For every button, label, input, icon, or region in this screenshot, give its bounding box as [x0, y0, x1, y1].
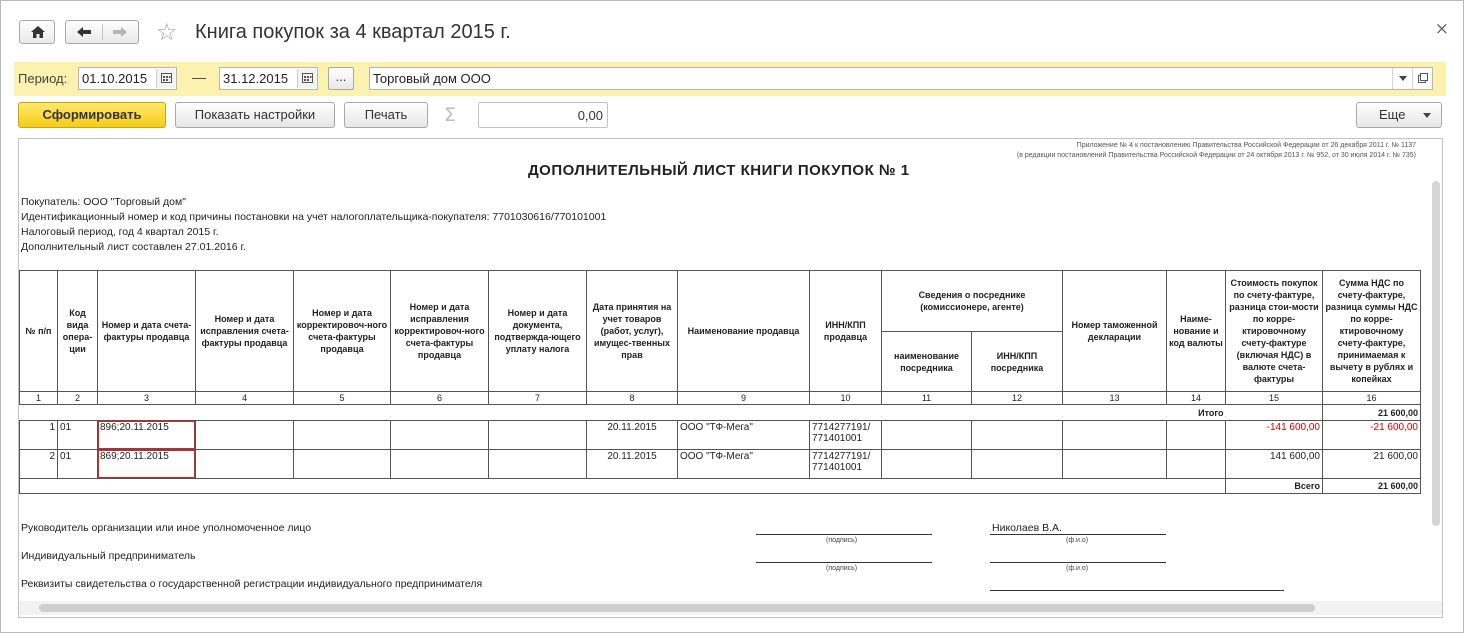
- column-number: 15: [1226, 392, 1323, 405]
- empty-cell: [196, 421, 294, 450]
- period-label: Период:: [18, 71, 68, 86]
- column-number: 4: [196, 392, 294, 405]
- empty-cell: [1063, 450, 1167, 479]
- period-to-field[interactable]: [219, 67, 318, 90]
- period-dash: —: [192, 69, 206, 85]
- header-c6: Номер и дата исправления корректировоч-ного счета-фактуры продавца: [391, 271, 489, 392]
- header-c1: № п/п: [20, 271, 58, 392]
- seller-inn: 7714277191/: [812, 451, 871, 462]
- accept-date: 20.11.2015: [587, 421, 678, 450]
- empty-cell: [196, 450, 294, 479]
- show-settings-button[interactable]: Показать настройки: [175, 102, 335, 128]
- itogo-spacer: [1226, 405, 1323, 421]
- header-c10: ИНН/КПП продавца: [810, 271, 882, 392]
- calendar-button[interactable]: [297, 69, 316, 88]
- header-c11-12: Сведения о посреднике (комиссионере, агенте): [882, 271, 1063, 332]
- open-form-icon: [1418, 73, 1428, 83]
- seller-name: ООО "ТФ-Мега": [678, 421, 810, 450]
- signature-line: [756, 534, 932, 535]
- header-c9: Наименование продавца: [678, 271, 810, 392]
- report-area[interactable]: [18, 138, 1443, 618]
- invoice-number-date: 896;20.11.2015: [100, 422, 169, 433]
- organization-dropdown-button[interactable]: [1392, 68, 1412, 89]
- accept-date: 20.11.2015: [587, 450, 678, 479]
- empty-cell: [391, 450, 489, 479]
- column-number: 9: [678, 392, 810, 405]
- column-number: 12: [972, 392, 1063, 405]
- header-c12: ИНН/КПП посредника: [972, 332, 1063, 392]
- empty-cell: [294, 450, 391, 479]
- table-row[interactable]: [20, 421, 1421, 450]
- header-c13: Номер таможенной декларации: [1063, 271, 1167, 392]
- header-c4: Номер и дата исправления счета-фактуры продавца: [196, 271, 294, 392]
- period-bar: [14, 62, 1446, 96]
- column-number: 13: [1063, 392, 1167, 405]
- itogo-value: 21 600,00: [1323, 405, 1421, 421]
- table-row[interactable]: [20, 450, 1421, 479]
- fio-line: [990, 534, 1166, 535]
- highlight-box: [98, 421, 196, 450]
- empty-cell: [489, 421, 587, 450]
- sigma-icon[interactable]: Σ: [444, 104, 457, 126]
- arrow-right-icon: [112, 26, 128, 38]
- header-c5: Номер и дата корректировоч-ного счета-фактуры продавца: [294, 271, 391, 392]
- fio-line: [990, 562, 1166, 563]
- column-number: 14: [1167, 392, 1226, 405]
- seller-inn-cell: [810, 421, 882, 450]
- seller-kpp: 771401001: [812, 462, 863, 473]
- requisites-line: [990, 590, 1284, 591]
- empty-cell: [882, 450, 972, 479]
- window-title: Книга покупок за 4 квартал 2015 г.: [195, 21, 511, 43]
- header-c15: Стоимость покупок по счету-фактуре, разница стои-мости по корре-ктировочному счету-фактуре (включая НДС) в валюте счета-фактуры: [1226, 271, 1323, 392]
- empty-cell: [1167, 421, 1226, 450]
- header-c2: Код вида опера-ции: [58, 271, 98, 392]
- calendar-button[interactable]: [156, 69, 175, 88]
- sign-head-label: Руководитель организации или иное уполномоченное лицо: [21, 522, 312, 534]
- invoice-cell[interactable]: [98, 421, 196, 450]
- more-button[interactable]: [1356, 102, 1442, 128]
- empty-cell: [489, 450, 587, 479]
- header-c3: Номер и дата счета-фактуры продавца: [98, 271, 196, 392]
- column-numbers-row: [20, 392, 1421, 405]
- close-icon[interactable]: ×: [1434, 19, 1449, 39]
- favorite-star-icon[interactable]: ☆: [156, 18, 178, 46]
- sum-field: 0,00: [478, 102, 608, 128]
- column-number: 8: [587, 392, 678, 405]
- signature-line: [756, 562, 932, 563]
- vsego-value: 21 600,00: [1323, 479, 1421, 494]
- empty-cell: [391, 421, 489, 450]
- empty-cell: [882, 421, 972, 450]
- organization-open-button[interactable]: [1412, 68, 1432, 89]
- fio-caption: (ф.и.о): [1066, 565, 1089, 572]
- inn-line: Идентификационный номер и код причины постановки на учет налогоплательщика-покупателя: 7701030616/770101001: [21, 211, 607, 223]
- invoice-cell[interactable]: [98, 450, 196, 479]
- column-number: 16: [1323, 392, 1421, 405]
- seller-inn: 7714277191/: [812, 422, 871, 433]
- empty-cell: [972, 450, 1063, 479]
- vsego-spacer: [20, 479, 1226, 494]
- empty-cell: [1167, 450, 1226, 479]
- print-button[interactable]: Печать: [344, 102, 428, 128]
- header-c7: Номер и дата документа, подтвержда-ющего уплату налога: [489, 271, 587, 392]
- signature-caption: (подпись): [826, 565, 858, 572]
- choose-period-button[interactable]: ...: [328, 67, 354, 90]
- empty-cell: [972, 421, 1063, 450]
- operation-code: 01: [58, 421, 98, 450]
- back-button[interactable]: [66, 21, 102, 43]
- column-number: 3: [98, 392, 196, 405]
- vertical-scrollbar[interactable]: [1432, 181, 1440, 526]
- vsego-row: [20, 479, 1421, 494]
- header-c16: Сумма НДС по счету-фактуре, разница суммы НДС по корре-ктировочному счету-фактуре, принимаемая к вычету в рублях и копейках: [1323, 271, 1421, 392]
- chevron-down-icon: [1399, 76, 1407, 81]
- column-number: 2: [58, 392, 98, 405]
- report-title: ДОПОЛНИТЕЛЬНЫЙ ЛИСТ КНИГИ ПОКУПОК № 1: [528, 162, 910, 179]
- calendar-icon: [161, 73, 172, 83]
- nav-buttons: [65, 20, 139, 44]
- period-from-field[interactable]: [78, 67, 177, 90]
- period-to-value: 31.12.2015: [223, 71, 289, 86]
- empty-cell: [294, 421, 391, 450]
- operation-code: 01: [58, 450, 98, 479]
- highlight-box: [98, 450, 196, 479]
- empty-cell: [1063, 421, 1167, 450]
- period-from-value: 01.10.2015: [82, 71, 148, 86]
- arrow-left-icon: [76, 26, 92, 38]
- row-num: 1: [20, 421, 58, 450]
- compiled-line: Дополнительный лист составлен 27.01.2016 г.: [21, 241, 246, 253]
- head-name: Николаев В.А.: [992, 522, 1062, 534]
- appendix-note-2: (в редакции постановлений Правительства Российской Федерации от 24 октября 2013 г. № 952, от 30 июля 2014 г. № 735): [1016, 152, 1416, 159]
- home-button[interactable]: [19, 20, 55, 44]
- seller-kpp: 771401001: [812, 433, 863, 444]
- vat-value: -21 600,00: [1323, 421, 1421, 450]
- column-number: 10: [810, 392, 882, 405]
- more-label: Еще: [1379, 107, 1406, 122]
- generate-button[interactable]: Сформировать: [18, 102, 166, 128]
- seller-inn-cell: [810, 450, 882, 479]
- tax-period-line: Налоговый период, год 4 квартал 2015 г.: [21, 226, 219, 238]
- cost-value: -141 600,00: [1226, 421, 1323, 450]
- column-number: 6: [391, 392, 489, 405]
- column-number: 11: [882, 392, 972, 405]
- column-number: 1: [20, 392, 58, 405]
- header-c8: Дата принятия на учет товаров (работ, услуг), имущес-твенных прав: [587, 271, 678, 392]
- signature-caption: (подпись): [826, 537, 858, 544]
- itogo-row: [20, 405, 1421, 421]
- header-c14: Наиме-нование и код валюты: [1167, 271, 1226, 392]
- fio-caption: (ф.и.о): [1066, 537, 1089, 544]
- seller-name: ООО "ТФ-Мега": [678, 450, 810, 479]
- row-num: 2: [20, 450, 58, 479]
- column-number: 5: [294, 392, 391, 405]
- vat-value: 21 600,00: [1323, 450, 1421, 479]
- organization-field[interactable]: [369, 67, 1433, 90]
- forward-button[interactable]: [103, 21, 139, 43]
- header-c11: наименование посредника: [882, 332, 972, 392]
- vsego-label: Всего: [1226, 479, 1323, 494]
- home-icon: [30, 25, 46, 39]
- buyer-line: Покупатель: ООО "Торговый дом": [21, 196, 186, 208]
- calendar-icon: [302, 73, 313, 83]
- cost-value: 141 600,00: [1226, 450, 1323, 479]
- invoice-number-date: 869;20.11.2015: [100, 451, 169, 462]
- purchase-book-table: [19, 270, 1421, 494]
- column-number: 7: [489, 392, 587, 405]
- appendix-note-1: Приложение № 4 к постановлению Правительства Российской Федерации от 26 декабря 2011 г. № 1137: [1076, 142, 1416, 149]
- horizontal-scrollbar[interactable]: [39, 604, 1315, 612]
- sign-requisites-label: Реквизиты свидетельства о государственной регистрации индивидуального предпринимателя: [21, 578, 483, 590]
- organization-value: Торговый дом ООО: [373, 71, 491, 86]
- caret-down-icon: [1423, 113, 1431, 118]
- sign-entrepreneur-label: Индивидуальный предприниматель: [21, 550, 196, 562]
- itogo-label: Итого: [20, 405, 1226, 421]
